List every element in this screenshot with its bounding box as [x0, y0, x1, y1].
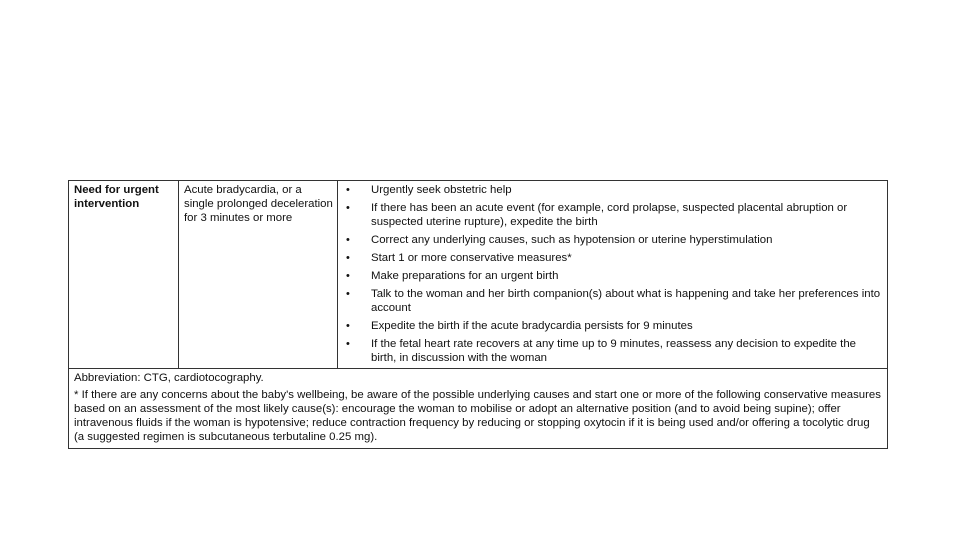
list-item — [338, 337, 883, 365]
bullet-icon: • — [346, 252, 350, 264]
bullet-icon: • — [346, 184, 350, 196]
action-text: Urgently seek obstetric help — [371, 184, 512, 196]
table-row — [69, 181, 888, 369]
action-text: Start 1 or more conservative measures* — [371, 252, 572, 264]
abbreviation-note: Abbreviation: CTG, cardiotocography. — [74, 372, 264, 384]
action-text: Talk to the woman and her birth companion(s) about what is happening and take her preferences into account — [371, 288, 881, 314]
table-footer-row — [69, 369, 888, 449]
footnote: * If there are any concerns about the baby's wellbeing, be aware of the possible underlying causes and start one or more of the following conservative measures based on an assessment of the most likely cause(s): encourage the woman to mobilise or adopt an alternative position (and to avoid being supine); offer intravenous fluids if the woman is hypotensive; reduce contraction frequency by reducing or stopping oxytocin if it is being used and/or offering a tocolytic drug (a suggested regimen is subcutaneous terbutaline 0.25 mg). — [74, 389, 881, 443]
action-text: Correct any underlying causes, such as hypotension or uterine hyperstimulation — [371, 234, 773, 246]
footer-cell — [69, 369, 888, 449]
bullet-icon: • — [346, 288, 350, 300]
action-text: Make preparations for an urgent birth — [371, 270, 559, 282]
bullet-icon: • — [346, 270, 350, 282]
bullet-icon: • — [346, 202, 350, 214]
guideline-table — [68, 180, 888, 449]
action-text: Expedite the birth if the acute bradycardia persists for 9 minutes — [371, 320, 693, 332]
bullet-icon: • — [346, 320, 350, 332]
list-item — [338, 269, 883, 283]
list-item — [338, 183, 883, 197]
list-item — [338, 233, 883, 247]
actions-cell — [338, 181, 888, 369]
list-item — [338, 251, 883, 265]
criteria-text: Acute bradycardia, or a single prolonged deceleration for 3 minutes or more — [184, 184, 333, 224]
bullet-icon: • — [346, 338, 350, 350]
action-text: If the fetal heart rate recovers at any time up to 9 minutes, reassess any decision to expedite the birth, in discussion with the woman — [371, 338, 856, 364]
category-cell — [69, 181, 179, 369]
list-item — [338, 287, 883, 315]
list-item — [338, 201, 883, 229]
category-heading: Need for urgent intervention — [74, 184, 159, 210]
actions-list — [338, 183, 883, 365]
bullet-icon: • — [346, 234, 350, 246]
action-text: If there has been an acute event (for example, cord prolapse, suspected placental abruption or suspected uterine rupture), expedite the birth — [371, 202, 848, 228]
list-item — [338, 319, 883, 333]
criteria-cell — [179, 181, 338, 369]
